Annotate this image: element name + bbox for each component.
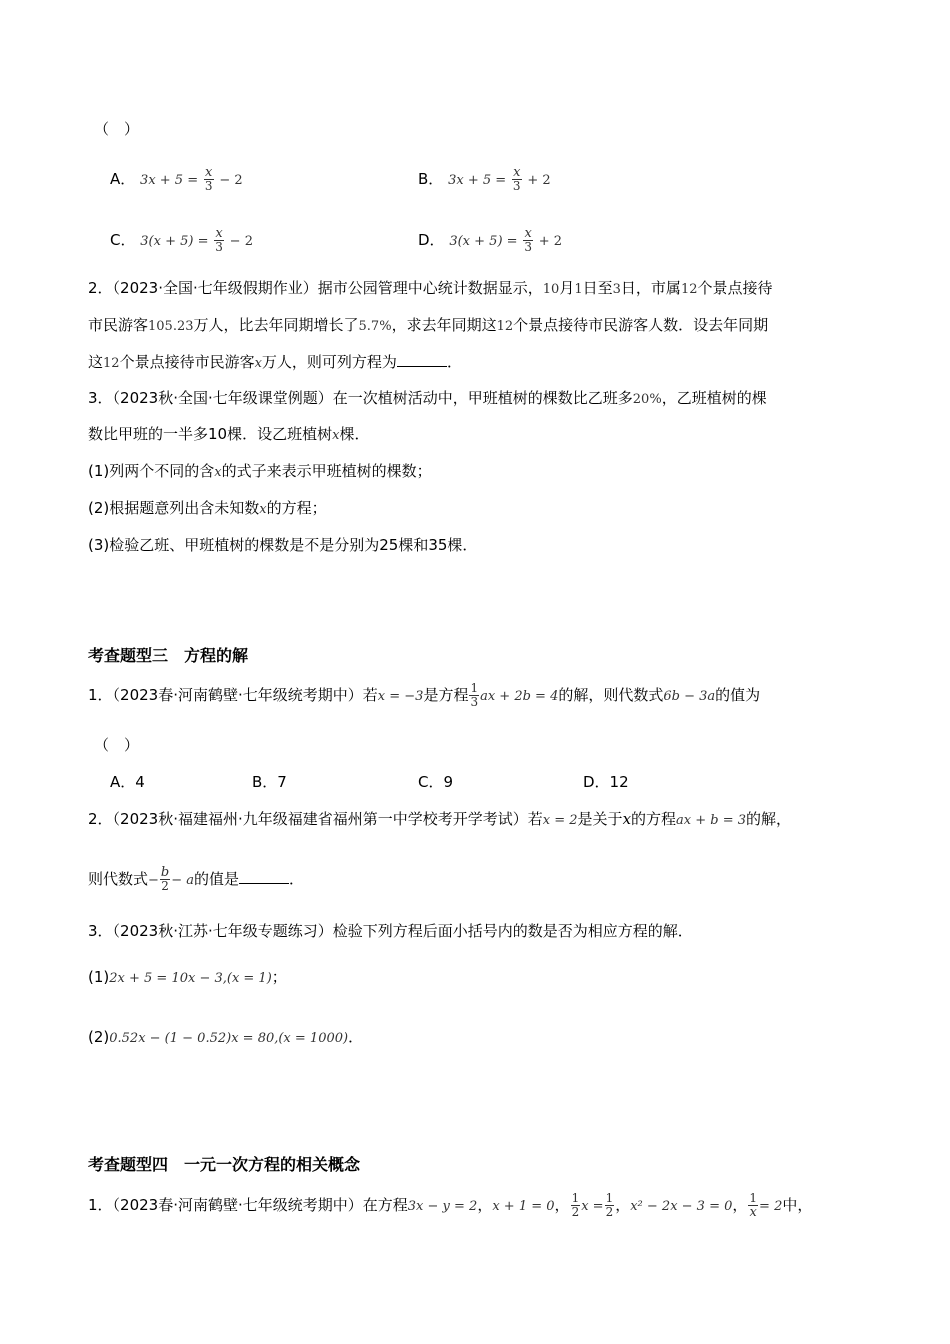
s3-q1-option-a[interactable]: A．4 (110, 773, 145, 791)
q3-part-3: (3)检验乙班、甲班植树的棵数是不是分别为25棵和35棵． (88, 536, 478, 554)
q2-line-3: 这12个景点接待市民游客x万人，则可列方程为 ． (88, 353, 462, 371)
section-title-4: 考查题型四 一元一次方程的相关概念 (88, 1155, 361, 1174)
s4-q1-line-1: 1．（2023春·河南鹤壁·七年级统考期中）在方程3x − y = 2，x + 1 = 0， $\frac{1}{2}$ x = $\frac{1}{2}$ ，x² − 2x − 3 = 0， $\frac{1}{x}$ = 2中， (88, 1191, 813, 1220)
s3-q1-option-b[interactable]: B．7 (252, 773, 287, 791)
fraction: $\frac{x}{3}$ (204, 165, 213, 193)
q0-option-b[interactable]: B． 3x + 5 = $\frac{x}{3}$ + 2 (418, 165, 551, 193)
s3-q1-paren: （ ） (94, 736, 140, 754)
q2-line-1: 2．（2023·全国·七年级假期作业）据市公园管理中心统计数据显示，10月1日至3日，市属12个景点接待 (88, 279, 773, 297)
fraction: $\frac{1}{2}$ (571, 1191, 580, 1219)
fraction: $\frac{x}{3}$ (512, 165, 521, 193)
s3-q1-option-d[interactable]: D．12 (583, 773, 629, 791)
s3-q1-option-c[interactable]: C．9 (418, 773, 454, 791)
fraction: $\frac{1}{x}$ (749, 1191, 758, 1220)
q0-option-a[interactable]: A． 3x + 5 = $\frac{x}{3}$ − 2 (110, 165, 243, 193)
s3-q3-line-1: 3．（2023秋·江苏·七年级专题练习）检验下列方程后面小括号内的数是否为相应方程的解． (88, 922, 693, 940)
answer-blank[interactable] (397, 352, 447, 367)
q3-line-1: 3．（2023秋·全国·七年级课堂例题）在一次植树活动中，甲班植树的棵数比乙班多20%，乙班植树的棵 (88, 389, 767, 407)
q0-paren: （ ） (94, 120, 140, 138)
q2-line-2: 市民游客105.23万人，比去年同期增长了5.7%，求去年同期这12个景点接待市民游客人数．设去年同期 (88, 316, 769, 334)
section-title-3: 考查题型三 方程的解 (88, 646, 249, 665)
q3-part-2: (2)根据题意列出含未知数x的方程； (88, 499, 327, 517)
fraction: $\frac{x}{3}$ (215, 226, 223, 254)
fraction: $\frac{x}{3}$ (524, 226, 532, 254)
s3-q1-line-1: 1．（2023春·河南鹤壁·七年级统考期中）若x = −3是方程 $\frac{1}{3}$ ax + 2b = 4的解，则代数式6b − 3a的值为 (88, 681, 761, 709)
s3-q2-line-1: 2．（2023秋·福建福州·九年级福建省福州第一中学校考开学考试）若x = 2是关于x的方程ax + b = 3的解， (88, 810, 792, 828)
q3-part-1: (1)列两个不同的含x的式子来表示甲班植树的棵数； (88, 462, 432, 480)
q0-option-d[interactable]: D． 3(x + 5) = $\frac{x}{3}$ + 2 (418, 226, 563, 254)
s3-q3-part-1: (1)2x + 5 = 10x − 3,(x = 1)； (88, 968, 287, 986)
q3-line-2: 数比甲班的一半多10棵．设乙班植树x棵． (88, 425, 370, 443)
s3-q3-part-2: (2)0.52x − (1 − 0.52)x = 80,(x = 1000)． (88, 1028, 364, 1046)
fraction: $\frac{1}{3}$ (470, 681, 479, 709)
fraction: $\frac{b}{2}$ (160, 865, 170, 893)
fraction: $\frac{1}{2}$ (605, 1191, 614, 1219)
s3-q2-line-2: 则代数式− $\frac{b}{2}$ − a的值是 ． (88, 865, 305, 893)
answer-blank[interactable] (239, 869, 289, 884)
q0-option-c[interactable]: C． 3(x + 5) = $\frac{x}{3}$ − 2 (110, 226, 253, 254)
